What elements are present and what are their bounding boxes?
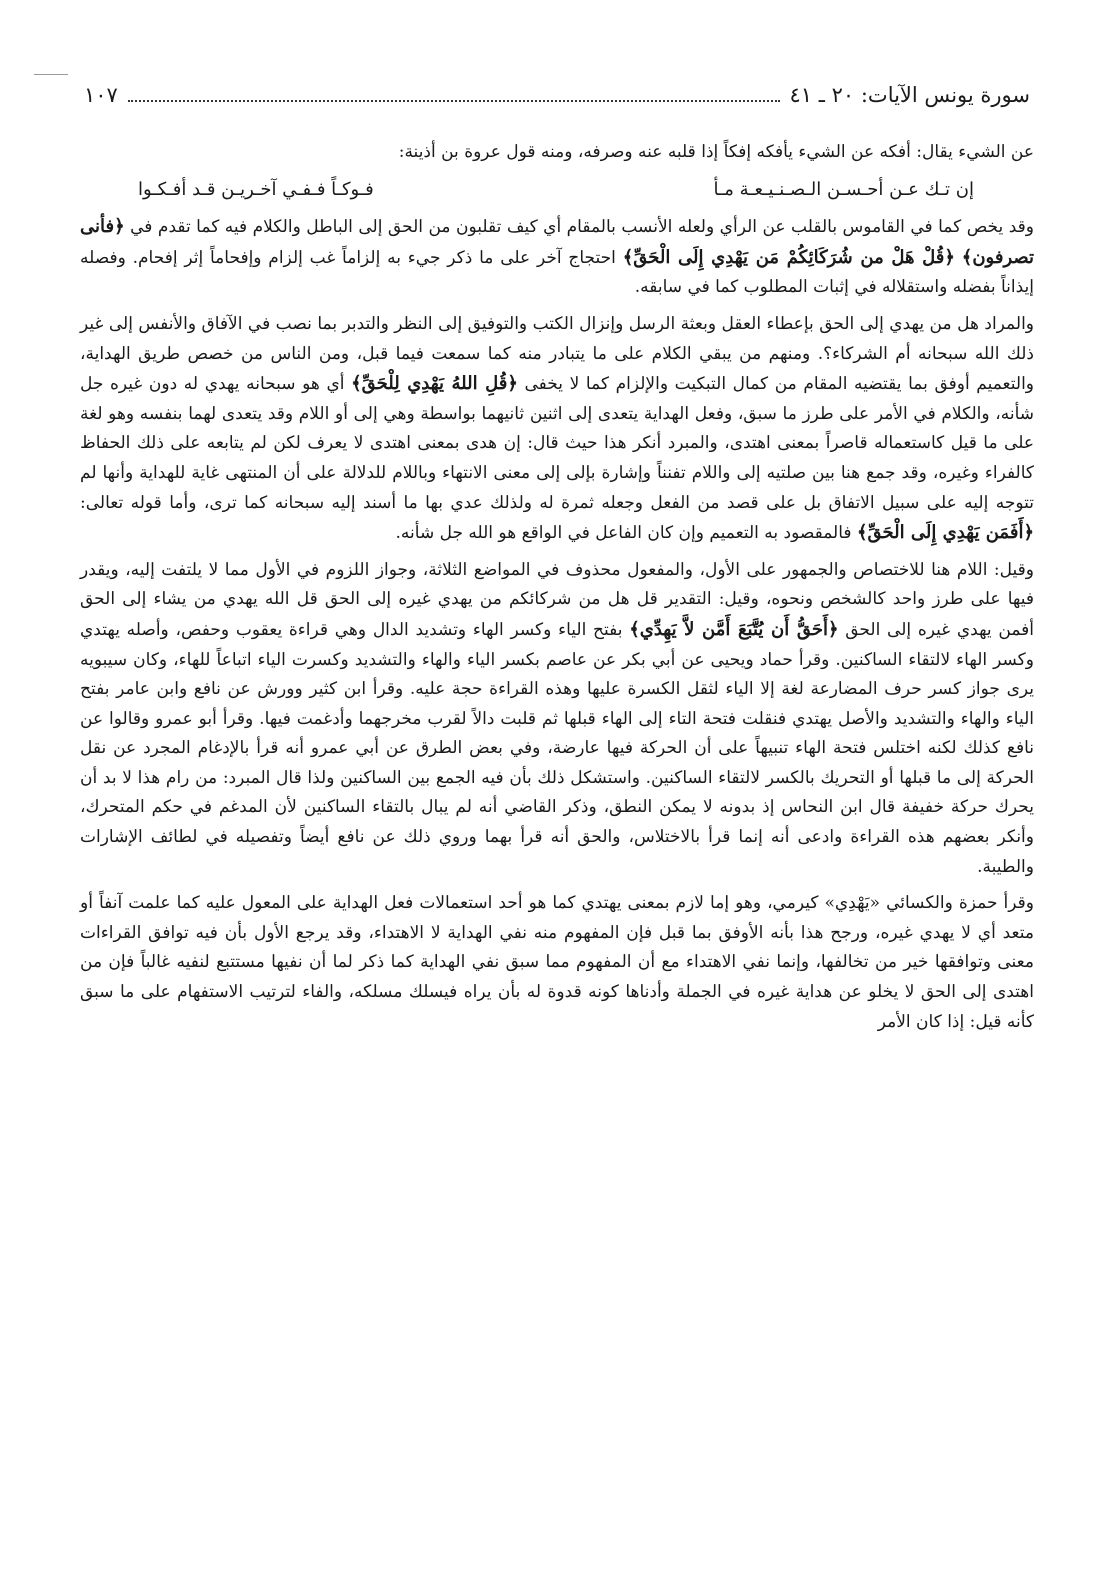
header-leader-dots [128, 82, 780, 102]
quran-quote: ﴿فأنى تصرفون﴾ [80, 216, 1035, 268]
paragraph-3-text-b: أي هو سبحانه يهدي له دون غيره جل شأنه، والكلام في الأمر على طرز ما سبق، وفعل الهداية يتعدى إلى اثنين ثانيهما بواسطة وهي إلى أو اللام وقد يتعدى لهما بنفسه وهو لغة على ما قيل كاستعماله قاصراً بمعنى اهتدى، والمبرد أنكر هذا حيث قال: إن هدى بمعنى اهتدى لا يعرف لكن لم يتابعه على ذلك الحفاظ كالفراء وغيره، وقد جمع هنا بين صلتيه إلى واللام تفنناً وإشارة بإلى إلى معنى الانتهاء وباللام للدلالة على أن المنتهى غاية للهداية وأنها لم تتوجه إليه على سبيل الاتفاق بل على قصد من الفعل وجعله ثمرة له ولذلك عدي بها ما أسند إليه سبحانه كما ترى، وأما قوله تعالى: [80, 374, 1034, 513]
paragraph-1: عن الشيء يقال: أفكه عن الشيء يأفكه إفكاً إذا قلبه عنه وصرفه، ومنه قول عروة بن أذينة: [398, 142, 1034, 162]
scan-edge-mark [34, 74, 68, 75]
quran-quote: ﴿قُلْ هَلْ من شُرَكَائِكُمْ مَن يَهْدِي إِلَى الْحَقِّ﴾ [622, 246, 955, 268]
poem-hemistich-2: فـوكـاً فـفـي آخـريـن قـد أفـكـوا [138, 178, 374, 200]
paragraph-3 [80, 310, 1034, 549]
paragraph-2-text-a: وقد يخص كما في القاموس بالقلب عن الرأي ولعله الأنسب بالمقام أي كيف تقلبون من الحق إلى الباطل والكلام فيه كما تقدم في [130, 217, 1034, 238]
paragraph-3-text-c: فالمقصود به التعميم وإن كان الفاعل في الواقع هو الله جل شأنه. [395, 523, 852, 544]
running-header [84, 82, 1030, 116]
page-body [80, 138, 1034, 1044]
quran-quote: ﴿أَحَقُّ أَن يُتَّبَعَ أَمَّن لاَّ يَهِدِّي﴾ [629, 618, 839, 640]
quran-quote: ﴿أَفَمَن يَهْدِي إِلَى الْحَقِّ﴾ [856, 522, 1034, 544]
header-title: سورة يونس الآيات: ٢٠ ـ ٤١ [789, 83, 1030, 107]
paragraph-2-text-b: احتجاج آخر على ما ذكر جيء به إلزاماً غب إلزام وإفحاماً إثر إفحام. وفصله إيذاناً بفضله واستقلاله في إثبات المطلوب كما في سابقه. [80, 247, 1034, 298]
paragraph-4-text-b: بفتح الياء وكسر الهاء وتشديد الدال وهي قراءة يعقوب وحفص، وأصله يهتدي وكسر الهاء لالتقاء الساكنين. وقرأ حماد ويحيى عن أبي بكر عن عاصم بكسر الياء والهاء والتشديد وكسرت الياء اتباعاً للهاء، وكان سيبويه يرى جواز كسر حرف المضارعة لغة إلا الياء لثقل الكسرة عليها وهذه القراءة حجة عليه. وقرأ ابن كثير وورش عن نافع وابن عامر بفتح الياء والهاء والتشديد والأصل يهتدي فنقلت فتحة التاء إلى الهاء قبلها ثم قلبت دالاً لقرب مخرجهما وأدغمت فيها. وقرأ أبو عمرو وقالوا عن نافع كذلك لكنه اختلس فتحة الهاء تنبيهاً على أن الحركة فيها عارضة، وفي بعض الطرق عن أبي عمرو أنه قرأ بالإدغام المجرد عن نقل الحركة إلى ما قبلها أو التحريك بالكسر لالتقاء الساكنين. واستشكل ذلك بأن فيه الجمع بين الساكنين ولذا قال المبرد: من رام هذا لا بد أن يحرك حركة خفيفة قال ابن النحاس إذ بدونه لا يمكن النطق، وذكر القاضي أنه لم يبال بالتقاء الساكنين لأن المدغم في حكم المتحرك، وأنكر بعضهم هذه القراءة وادعى أنه إنما قرأ بالاختلاس، والحق أنه قرأ بهما وروي ذلك عن نافع أيضاً وتفصيله في لطائف الإشارات والطيبة. [80, 619, 1034, 877]
paragraph-2 [80, 212, 1034, 303]
page-number: ١٠٧ [84, 83, 118, 107]
paragraph-4 [80, 556, 1034, 883]
paragraph-5: وقرأ حمزة والكسائي «يَهْدِي» كيرمي، وهو إما لازم بمعنى يهتدي كما هو أحد استعمالات فعل الهداية على المعول عليه كما علمت آنفاً أو متعد أي لا يهدي غيره، ورجح هذا بأنه الأوفق بما قبل فإن المفهوم منه نفي الهداية لا الاهتداء، وقد يرجع الأول بأن فيه توافق القراءات معنى وتوافقها خير من تخالفها، وإنما نفي الاهتداء مع أن المفهوم مما سبق نفي الهداية كما ذكر لما أن نفيها مستتبع لنفيه غالباً فإن من اهتدى إلى الحق لا يخلو عن هداية غيره في الجملة وأدناها كونه قدوة له بأن يراه فيسلك مسلكه، والفاء لترتيب الاستفهام على ما سبق كأنه قيل: إذا كان الأمر [80, 893, 1034, 1032]
paragraph-4-text-a: وقيل: اللام هنا للاختصاص والجمهور على الأول، والمفعول محذوف في المواضع الثلاثة، وجواز اللزوم في الأول مما لا يلتفت إليه، ويقدر فيها على طرز واحد كالشخص ونحوه، وقيل: التقدير قل هل من شركائكم من يهدي غيره إلى الحق قل الله يهدي من يشاء إلى الحق أفمن يهدي غيره إلى الحق [80, 559, 1035, 640]
poem-hemistich-1: إن تـك عـن أحـسـن الـصـنـيـعـة مـأ [713, 178, 974, 200]
paragraph-3-text-a: والمراد هل من يهدي إلى الحق بإعطاء العقل وبعثة الرسل وإنزال الكتب والتوفيق إلى النظر والتدبر بما نصب في الآفاق والأنفس إلى غير ذلك الله سبحانه أم الشركاء؟. ومنهم من يبقي الكلام على ما يتبادر منه كما سمعت فيما قبل، ومن الناس من خصص طريق الهداية، والتعميم أوفق بما يقتضيه المقام من كمال التبكيت والإلزام كما لا يخفى [80, 313, 1035, 395]
poem-verse [80, 175, 1034, 205]
quran-quote: ﴿قُلِ اللهُ يَهْدِي لِلْحَقِّ﴾ [351, 373, 518, 395]
